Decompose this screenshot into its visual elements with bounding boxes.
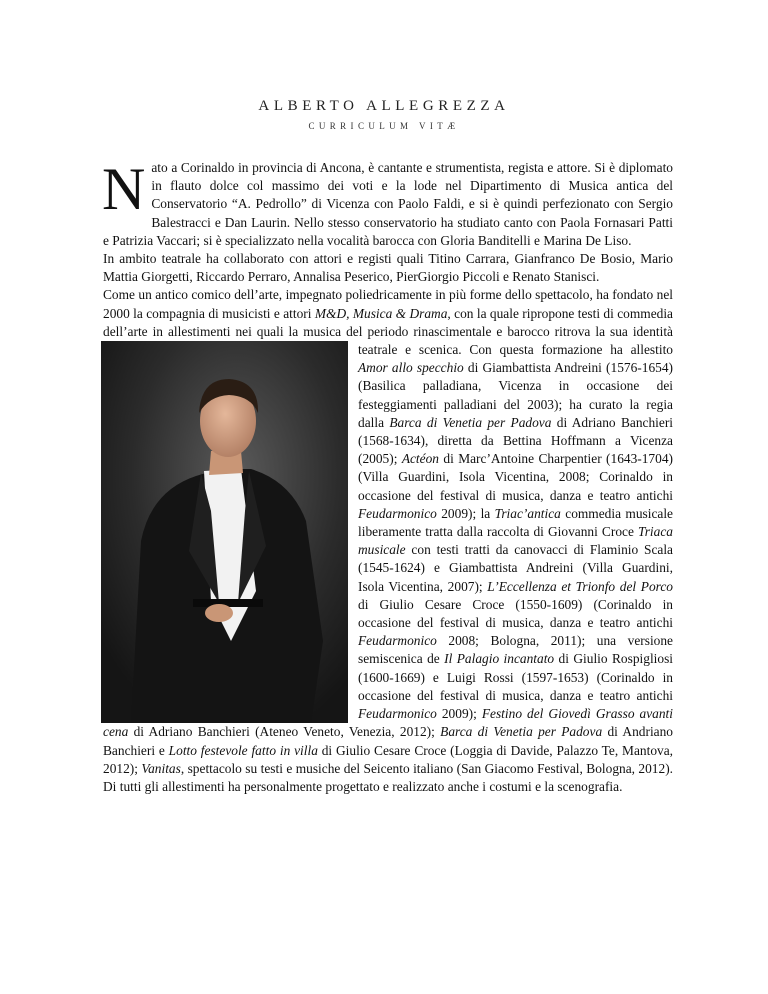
text-run: con testi tratti da canovacci di Flaminio Scala (1545-1624) e Giambattista Andreini (Villa Guardini, Isola Vicentina, 2007); (358, 542, 673, 594)
festival-name: Feudarmonico (358, 633, 437, 649)
text-run: di Giulio Rospigliosi (1600-1669) e Luigi Rossi (1597-1653) (Corinaldo in occasione del festival di musica, danza e teatro antichi (358, 651, 674, 703)
text-run: 2008; Bologna, 2011); una versione semiscenica de (358, 633, 673, 667)
work-title: Triaca musicale (358, 524, 673, 558)
text-run: di Adriano Banchieri (1568-1634), diretta da Bettina Hoffmann a Vicenza (2005); (358, 414, 674, 467)
text-run: 2009); la (436, 505, 495, 521)
portrait-image (101, 341, 348, 723)
text-run: di Giambattista Andreini (1576-1654) (Basilica palladiana, Vicenza in occasione dei festeggiamenti palladiani del 2003); ha curato la regia dalla (358, 360, 673, 430)
work-title: Festino del Giovedì Grasso avanti cena (103, 706, 673, 740)
work-title: Lotto festevole fatto in villa (168, 742, 318, 758)
work-title: Barca di Venetia per Padova (389, 414, 552, 430)
text-run: commedia musicale liberamente tratta dalla raccolta di Giovanni Croce (358, 505, 674, 540)
festival-name: Feudarmonico (358, 706, 437, 722)
page-subtitle: CURRICULUM VITÆ (308, 121, 460, 131)
work-title: Vanitas (141, 760, 181, 776)
text-run: di Giulio Cesare Croce (Loggia di Davide, Palazzo Te, Mantova, 2012); (103, 742, 673, 776)
text-run: , con la quale ripropone testi di commedia dell’arte in allestimenti nei quali la musica del periodo rinascimentale e barocco ritrova la sua identità teatrale e scenica. Con questa formazione ha allestito (103, 305, 674, 358)
theatre-paragraph: In ambito teatrale ha collaborato con attori e registi quali Titino Carrara, Gianfranco De Bosio, Mario Mattia Giorgetti, Riccardo Perraro, Annalisa Peserico, PierGiorgio Piccoli e Renato Stanisci. (103, 251, 673, 285)
text-run: di Giulio Cesare Croce (1550-1609) (Corinaldo in occasione del festival di musica, danza e teatro antichi (358, 596, 673, 631)
intro-text: ato a Corinaldo in provincia di Ancona, è cantante e strumentista, regista e attore. Si è diplomato in flauto dolce col massimo dei voti e la lode nel Dipartimento di Musica antica del Conservatorio “A. Pedrollo” di Vicenza con Paolo Faldi, e si è quindi perfezionato con Sergio Balestracci e Dan Laurin. Nello stesso conservatorio ha studiato canto con Paola Fornasari Patti e Patrizia Vaccari; si è specializzato nella vocalità barocca con Gloria Banditelli e Marina De Liso. (103, 160, 673, 248)
work-title: L’Eccellenza et Trionfo del Porco (487, 578, 673, 594)
work-title: Barca di Venetia per Padova (440, 724, 603, 740)
intro-paragraph (102, 156, 673, 250)
festival-name: Feudarmonico (358, 505, 437, 521)
text-run: di Adriano Banchieri (Ateneo Veneto, Venezia, 2012); (128, 724, 441, 740)
work-title: Triac’antica (494, 505, 561, 521)
text-run: Come un antico comico dell’arte, impegnato poliedricamente in più forme dello spettacolo, ha fondato nel 2000 la compagnia di musicisti e attori (103, 287, 673, 321)
text-run: di Marc’Antoine Charpentier (1643-1704) (Villa Guardini, Isola Vicentina, 2008; Corinaldo in occasione del festival di musica, danza e teatro antichi (358, 451, 673, 503)
work-title: Amor allo specchio (358, 360, 464, 376)
company-paragraph (103, 286, 673, 796)
page-title: ALBERTO ALLEGREZZA (258, 98, 510, 114)
text-run: 2009); (436, 706, 482, 722)
drop-cap: N (102, 156, 146, 222)
cv-body (102, 156, 674, 796)
portrait-photo (101, 341, 348, 723)
text-run: di Andriano Banchieri e (103, 724, 674, 758)
text-run: , spettacolo su testi e musiche del Seicento italiano (San Giacomo Festival, Bologna, 2012). Di tutti gli allestimenti ha personalmente progettato e realizzato anche i costumi e la scenografia. (103, 760, 674, 794)
work-title: Actéon (401, 451, 439, 467)
company-name: M&D, Musica & Drama (314, 305, 448, 321)
work-title: Il Palagio incantato (444, 651, 555, 667)
